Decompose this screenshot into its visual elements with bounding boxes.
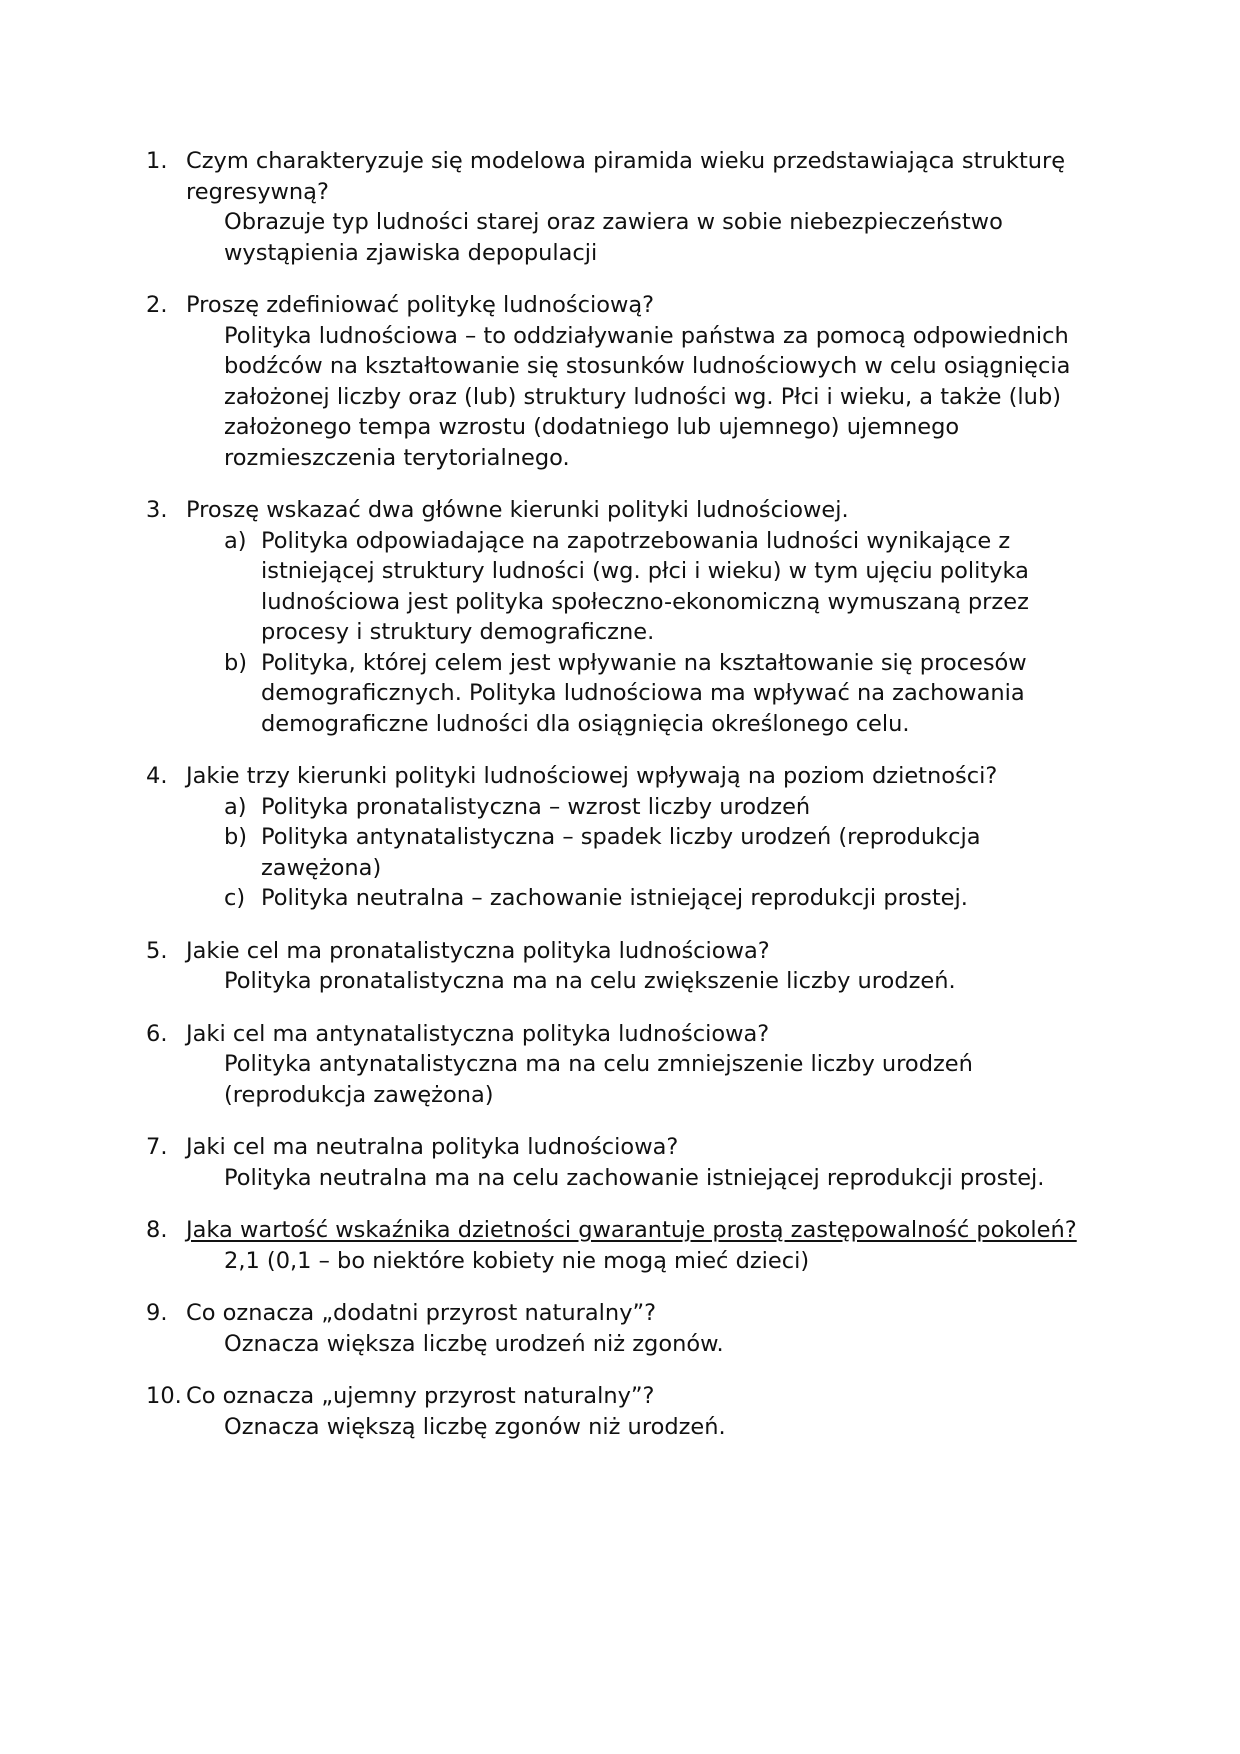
sub-answer-marker: b) <box>224 649 248 676</box>
answer-text: 2,1 (0,1 – bo niektóre kobiety nie mogą mieć dzieci) <box>224 1247 810 1274</box>
question-number: 8. <box>146 1217 168 1243</box>
sub-answer-text: Polityka antynatalistyczna – spadek liczby urodzeń (reprodukcja zawężona) <box>261 824 981 881</box>
question-item-5 <box>146 936 1086 997</box>
question-list <box>146 146 1086 1464</box>
answer-text: Obrazuje typ ludności starej oraz zawiera w sobie niebezpieczeństwo wystąpienia zjawiska depopulacji <box>224 209 1003 266</box>
question-item-10 <box>146 1381 1086 1442</box>
question-text: Co oznacza „dodatni przyrost naturalny”? <box>186 1300 657 1326</box>
answer-text: Oznacza większą liczbę zgonów niż urodzeń. <box>224 1413 726 1440</box>
question-item-3 <box>146 495 1086 739</box>
question-text: Proszę wskazać dwa główne kierunki polityki ludnościowej. <box>186 497 849 523</box>
question-item-1 <box>146 146 1086 268</box>
question-number: 1. <box>146 148 168 174</box>
question-text: Jaka wartość wskaźnika dzietności gwarantuje prostą zastępowalność pokoleń? <box>186 1217 1077 1243</box>
sub-answer-marker: c) <box>224 885 246 911</box>
answer-sublist <box>186 526 1086 740</box>
question-number: 7. <box>146 1134 168 1160</box>
answer-text: Polityka antynatalistyczna ma na celu zmniejszenie liczby urodzeń (reprodukcja zawężona) <box>224 1051 973 1108</box>
sub-answer-text: Polityka odpowiadające na zapotrzebowania ludności wynikające z istniejącej struktury ludności (wg. płci i wieku) w tym ujęciu polityka ludnościowa jest polityka społeczno-ekonomiczną wymuszaną przez procesy i struktury demograficzne. <box>261 527 1029 645</box>
question-number: 10. <box>146 1383 182 1409</box>
sub-answer-text: Polityka pronatalistyczna – wzrost liczby urodzeń <box>261 793 811 820</box>
question-item-8 <box>146 1215 1086 1276</box>
answer-text: Polityka ludnościowa – to oddziaływanie państwa za pomocą odpowiednich bodźców na kształtowanie się stosunków ludnościowych w celu osiągnięcia założonej liczby oraz (lub) struktury ludności wg. Płci i wieku, a także (lub) założonego tempa wzrostu (dodatniego lub ujemnego) ujemnego rozmieszczenia terytorialnego. <box>224 322 1071 471</box>
question-number: 9. <box>146 1300 168 1326</box>
sub-answer-text: Polityka, której celem jest wpływanie na kształtowanie się procesów demograficznych. Polityka ludnościowa ma wpływać na zachowania demograficzne ludności dla osiągnięcia określonego celu. <box>261 649 1027 737</box>
sub-answer <box>224 883 1086 914</box>
question-text: Jakie cel ma pronatalistyczna polityka ludnościowa? <box>186 937 770 964</box>
sub-answer-marker: a) <box>224 793 247 820</box>
question-item-9 <box>146 1298 1086 1359</box>
answer-sublist <box>186 792 1086 914</box>
question-text: Jakie trzy kierunki polityki ludnościowej wpływają na poziom dzietności? <box>186 763 998 789</box>
question-number: 3. <box>146 497 168 523</box>
question-number: 4. <box>146 763 168 789</box>
sub-answer <box>224 792 1086 823</box>
question-item-2 <box>146 290 1086 473</box>
question-item-7 <box>146 1132 1086 1193</box>
sub-answer <box>224 526 1086 648</box>
sub-answer <box>224 648 1086 740</box>
answer-text: Oznacza większa liczbę urodzeń niż zgonów. <box>224 1330 724 1357</box>
sub-answer-marker: b) <box>224 824 248 850</box>
question-number: 2. <box>146 292 168 318</box>
sub-answer-marker: a) <box>224 527 247 554</box>
question-text: Co oznacza „ujemny przyrost naturalny”? <box>186 1383 655 1409</box>
question-item-4 <box>146 761 1086 914</box>
question-text: Proszę zdefiniować politykę ludnościową? <box>186 292 655 318</box>
question-number: 5. <box>146 937 168 964</box>
question-text: Jaki cel ma neutralna polityka ludnościowa? <box>186 1134 679 1160</box>
question-text: Czym charakteryzuje się modelowa piramida wieku przedstawiająca strukturę regresywną? <box>186 148 1066 205</box>
question-text: Jaki cel ma antynatalistyczna polityka ludnościowa? <box>186 1020 770 1047</box>
question-item-6 <box>146 1019 1086 1111</box>
question-number: 6. <box>146 1020 168 1047</box>
sub-answer <box>224 822 1086 883</box>
answer-text: Polityka neutralna ma na celu zachowanie istniejącej reprodukcji prostej. <box>224 1164 1045 1191</box>
answer-text: Polityka pronatalistyczna ma na celu zwiększenie liczby urodzeń. <box>224 968 956 994</box>
sub-answer-text: Polityka neutralna – zachowanie istniejącej reprodukcji prostej. <box>261 885 968 911</box>
